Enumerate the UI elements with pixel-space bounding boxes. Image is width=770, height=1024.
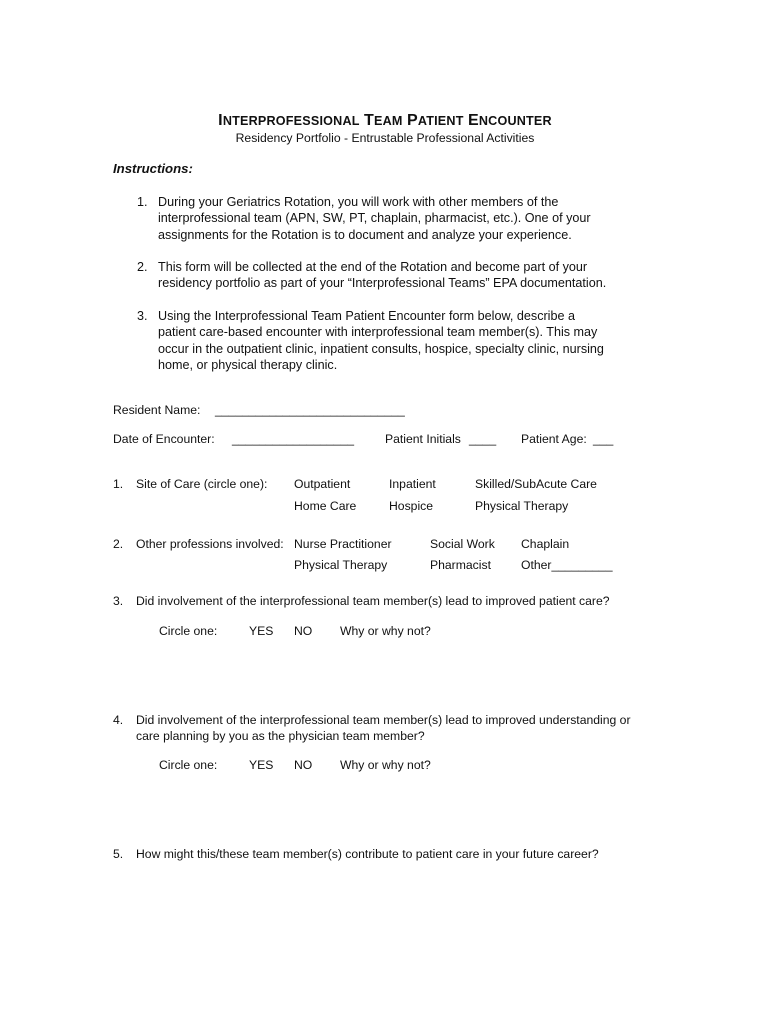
site-option-outpatient[interactable]: Outpatient	[294, 477, 351, 491]
profession-option-pharmacist[interactable]: Pharmacist	[430, 558, 491, 572]
instruction-line: Using the Interprofessional Team Patient Encounter form below, describe a	[158, 309, 575, 323]
q3-question: Did involvement of the interprofessional team member(s) lead to improved patient care?	[136, 594, 610, 608]
title-word-3-cap: P	[406, 112, 418, 129]
site-option-hospice[interactable]: Hospice	[389, 499, 434, 513]
form-title	[0, 112, 770, 130]
profession-option-other[interactable]: Other_________	[521, 558, 613, 572]
patient-initials-field[interactable]: ____	[469, 432, 497, 446]
date-of-encounter-label: Date of Encounter:	[113, 432, 215, 446]
instruction-line: home, or physical therapy clinic.	[158, 357, 338, 372]
q2-label: Other professions involved:	[136, 537, 284, 551]
q3-circle-label: Circle one:	[159, 624, 218, 638]
q4-yes-option[interactable]: YES	[249, 758, 274, 772]
title-word-4-rest: NCOUNTER	[478, 114, 552, 128]
title-word-2-rest: EAM	[374, 114, 403, 128]
instruction-line: assignments for the Rotation is to document and analyze your experience.	[158, 227, 572, 242]
profession-option-physical-therapy[interactable]: Physical Therapy	[294, 558, 388, 572]
instruction-line: patient care-based encounter with interprofessional team member(s). This may	[158, 325, 598, 340]
q4-number: 4.	[113, 713, 124, 727]
q4-why-prompt: Why or why not?	[340, 758, 431, 772]
q3-yes-option[interactable]: YES	[249, 624, 274, 638]
profession-option-chaplain[interactable]: Chaplain	[521, 537, 570, 551]
patient-age-field[interactable]: ___	[593, 432, 614, 446]
instruction-number: 2.	[137, 260, 148, 274]
q5-question: How might this/these team member(s) contribute to patient care in your future career?	[136, 847, 599, 861]
resident-name-field[interactable]: ____________________________	[215, 403, 405, 417]
title-word-1-rest: NTERPROFESSIONAL	[222, 114, 360, 128]
site-option-home-care[interactable]: Home Care	[294, 499, 357, 513]
site-option-skilled-subacute[interactable]: Skilled/SubAcute Care	[475, 477, 597, 491]
q4-question-line-1: Did involvement of the interprofessional team member(s) lead to improved understanding or	[136, 713, 631, 727]
q3-why-prompt: Why or why not?	[340, 624, 431, 638]
q5-number: 5.	[113, 847, 124, 861]
instruction-line: residency portfolio as part of your “Interprofessional Teams” EPA documentation.	[158, 276, 607, 291]
title-word-4-cap: E	[467, 112, 479, 129]
site-option-physical-therapy[interactable]: Physical Therapy	[475, 499, 569, 513]
q2-number: 2.	[113, 537, 124, 551]
profession-option-social-work[interactable]: Social Work	[430, 537, 495, 551]
instructions-heading: Instructions:	[113, 161, 193, 176]
instruction-line: During your Geriatrics Rotation, you will work with other members of the	[158, 195, 559, 209]
patient-age-label: Patient Age:	[521, 432, 587, 446]
q3-number: 3.	[113, 594, 124, 608]
q4-no-option[interactable]: NO	[294, 758, 313, 772]
instruction-line: This form will be collected at the end of the Rotation and become part of your	[158, 260, 588, 274]
q1-number: 1.	[113, 477, 124, 491]
instruction-line: occur in the outpatient clinic, inpatient consults, hospice, specialty clinic, nursing	[158, 341, 604, 356]
resident-name-label: Resident Name:	[113, 403, 201, 417]
q1-label: Site of Care (circle one):	[136, 477, 268, 491]
patient-initials-label: Patient Initials	[385, 432, 461, 446]
title-word-2-cap: T	[364, 112, 375, 129]
q4-question-line-2: care planning by you as the physician team member?	[136, 729, 425, 743]
date-of-encounter-field[interactable]: __________________	[232, 432, 355, 446]
profession-option-nurse-practitioner[interactable]: Nurse Practitioner	[294, 537, 392, 551]
title-word-3-rest: ATIENT	[417, 114, 464, 128]
title-word-1-cap: I	[218, 112, 223, 129]
form-subtitle: Residency Portfolio - Entrustable Professional Activities	[235, 131, 535, 145]
q3-no-option[interactable]: NO	[294, 624, 313, 638]
instruction-line: interprofessional team (APN, SW, PT, chaplain, pharmacist, etc.). One of your	[158, 211, 591, 226]
site-option-inpatient[interactable]: Inpatient	[389, 477, 436, 491]
q4-circle-label: Circle one:	[159, 758, 218, 772]
instruction-number: 1.	[137, 195, 148, 209]
instruction-number: 3.	[137, 309, 148, 323]
